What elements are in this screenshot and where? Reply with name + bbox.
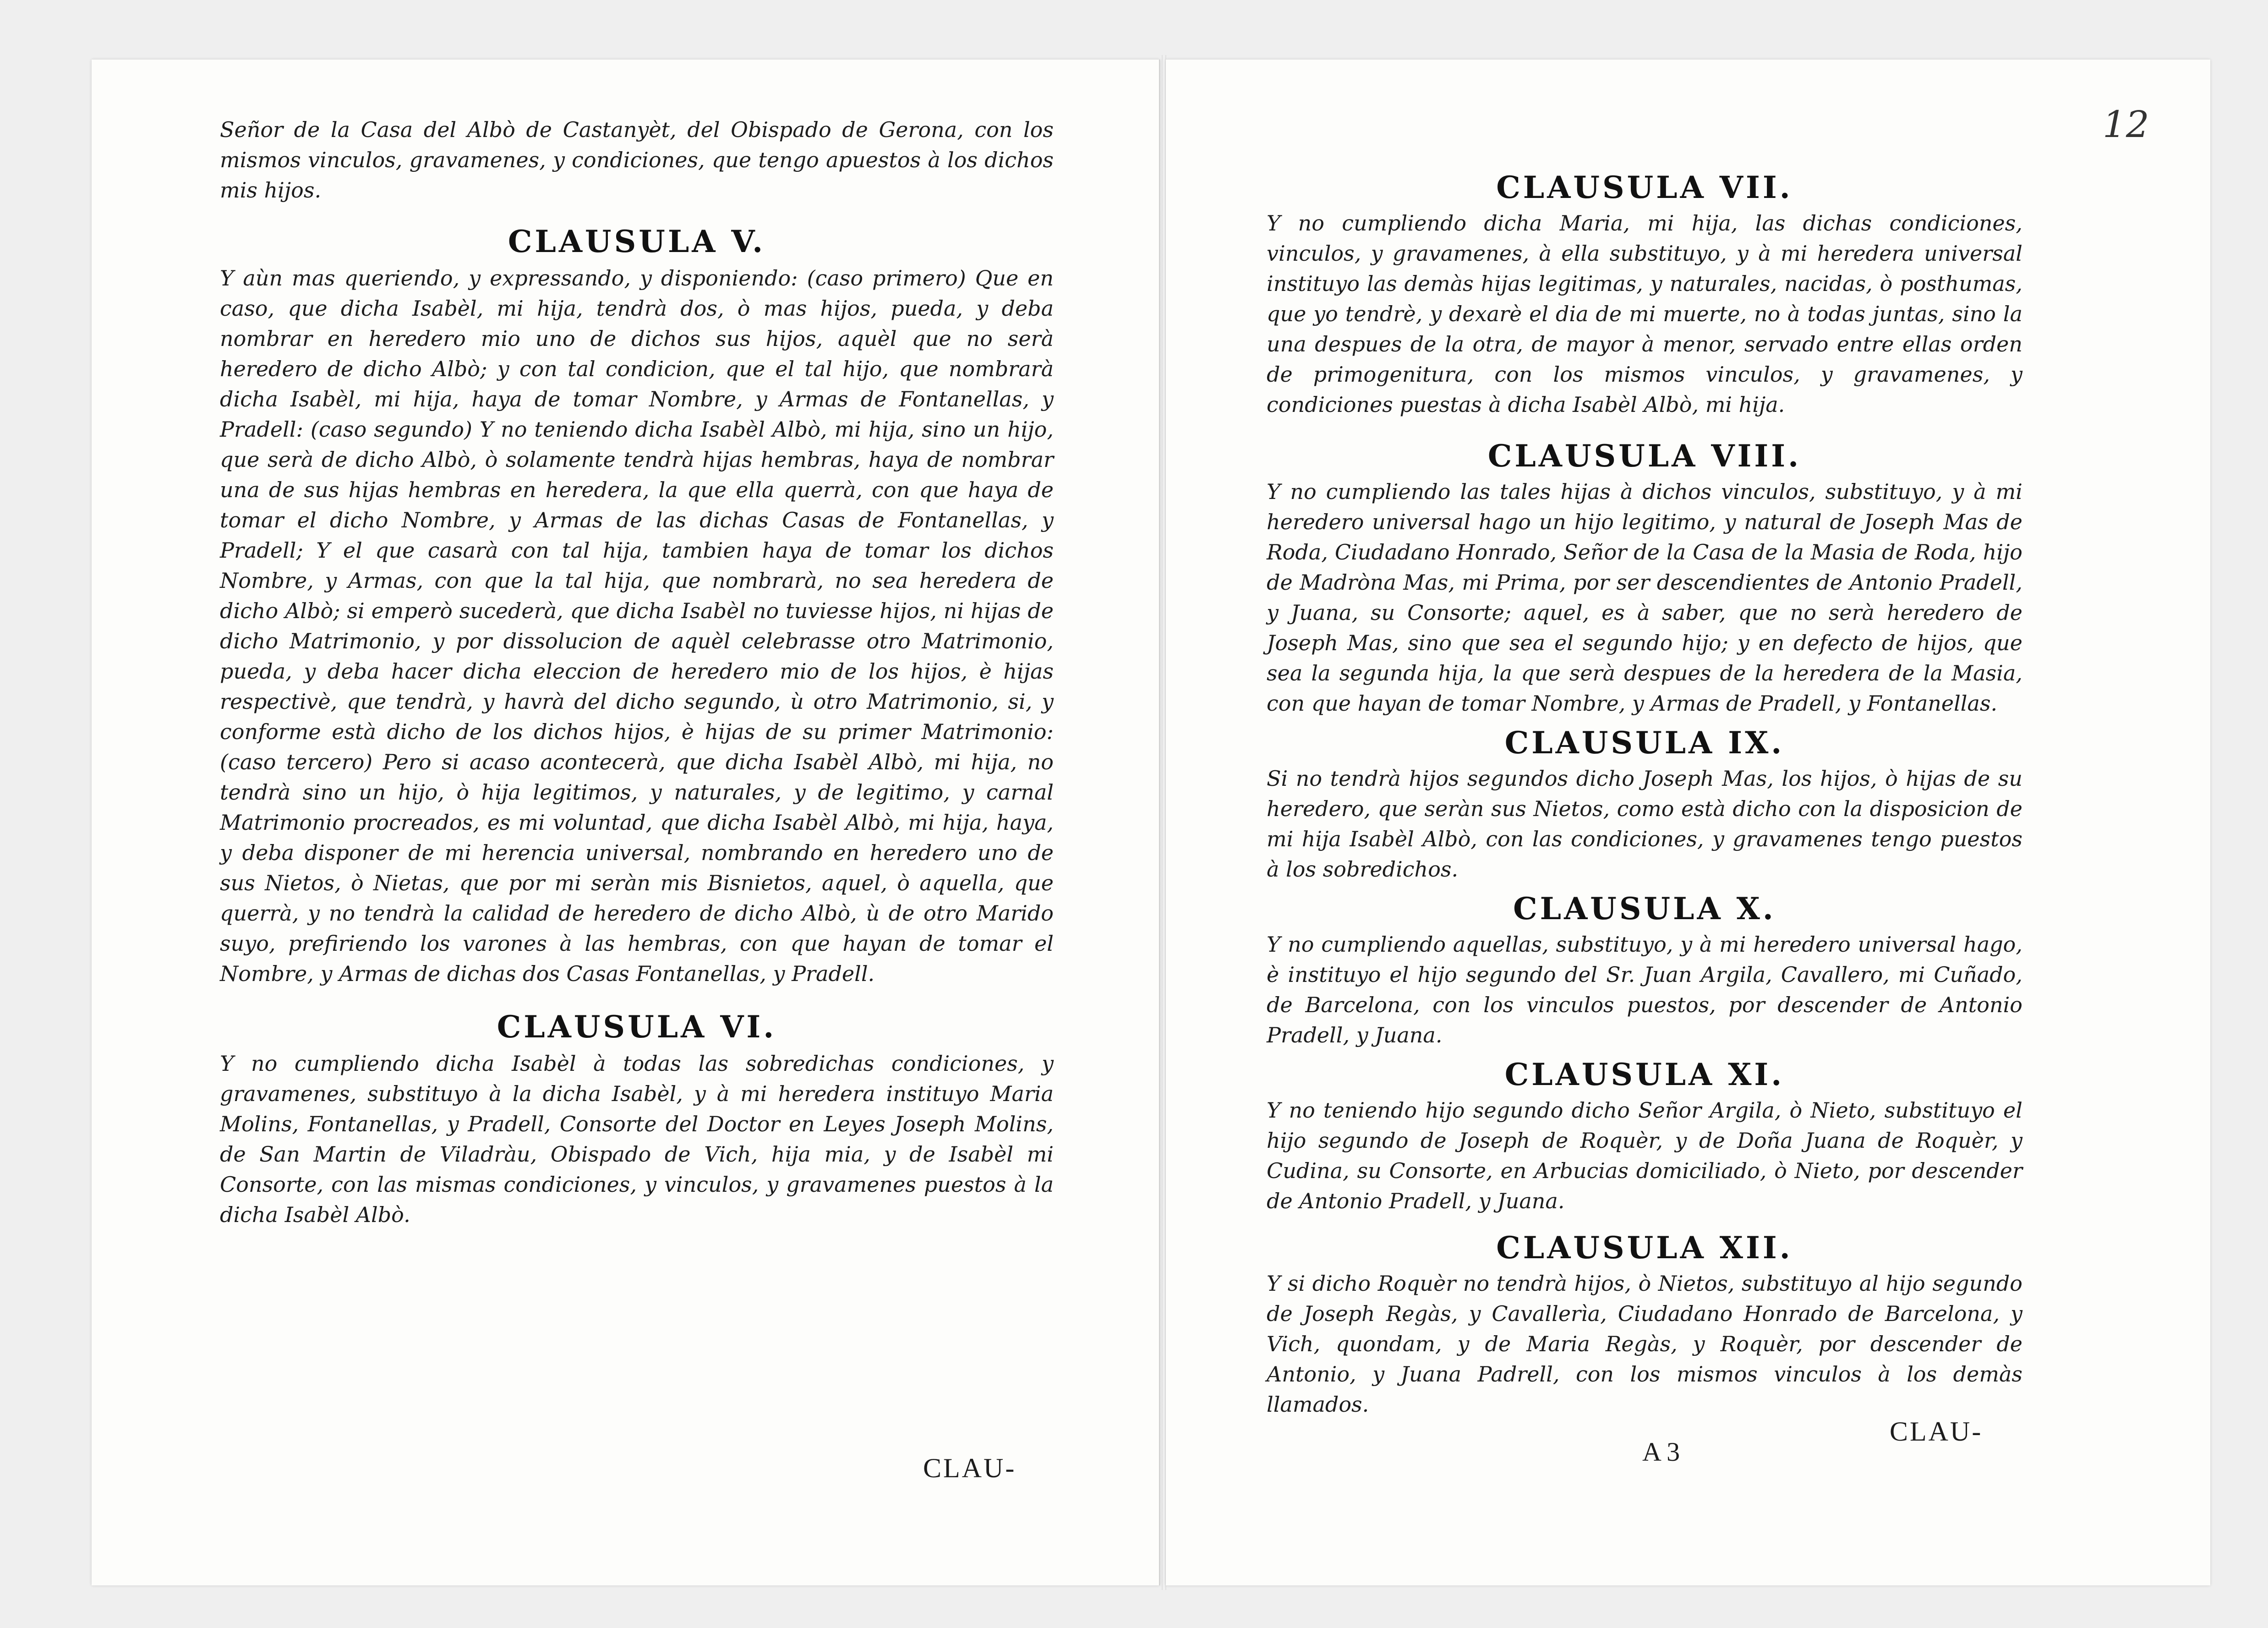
- clause-9-text: Si no tendrà hijos segundos dicho Joseph Mas, los hijos, ò hijas de su heredero, que seràn sus Nietos, como està dicho con la disposicion de mi hija Isabèl Albò, con las condiciones, y gravamenes tengo puestos à los sobredichos.: [1267, 766, 2022, 882]
- clause-5-text: Y aùn mas queriendo, y expressando, y disponiendo: (caso primero) Que en caso, que dicha Isabèl, mi hija, tendrà dos, ò mas hijos, pueda, y deba nombrar en heredero mio uno de dichos sus hijos, aquèl que no serà heredero de dicho Albò; y con tal condicion, que el tal hijo, que nombrarà dicha Isabèl, mi hija, haya de tomar Nombre, y Armas de Fontanellas, y Pradell: (caso segundo) Y no teniendo dicha Isabèl Albò, mi hija, sino un hijo, que serà de dicho Albò, ò solamente tendrà hijas hembras, haya de nombrar una de sus hijas hembras en heredera, la que ella querrà, con que haya de tomar el dicho Nombre, y Armas de las dichas Casas de Fontanellas, y Pradell; Y el que casarà con tal hija, tambien haya de tomar los dichos Nombre, y Armas, con que la tal hija, que nombrarà, no sea heredera de dicho Albò; si emperò sucederà, que dicha Isabèl no tuviesse hijos, ni hijas de dicho Matrimonio, y por dissolucion de aquèl celebrasse otro Matrimonio, pueda, y deba hacer dicha eleccion de heredero mio de los hijos, è hijas respectivè, que tendrà, y havrà del dicho segundo, ù otro Matrimonio, si, y conforme està dicho de los dichos hijos, è hijas de su primer Matrimonio: (caso tercero) Pero si acaso acontecerà, que dicha Isabèl Albò, mi hija, no tendrà sino un hijo, ò hija legitimos, y naturales, y de legitimo, y carnal Matrimonio procreados, es mi voluntad, que dicha Isabèl Albò, mi hija, haya, y deba disponer de mi herencia universal, nombrando en heredero uno de sus Nietos, ò Nietas, que por mi seràn mis Bisnietos, aquel, ò aquella, que querrà, y no tendrà la calidad de heredero de dicho Albò, ù de otro Marido suyo, prefiriendo los varones à las hembras, con que hayan de tomar el Nombre, y Armas de dichas dos Casas Fontanellas, y Pradell.: [220, 266, 1054, 986]
- clause-10-heading: CLAUSULA X.: [1513, 891, 1776, 926]
- clause-12-text: Y si dicho Roquèr no tendrà hijos, ò Nietos, substituyo al hijo segundo de Joseph Regàs, y Cavallerìa, Ciudadano Honrado de Barcelona, y Vich, quondam, y de Maria Regàs, y Roquèr, por descender de Antonio, y Juana Padrell, con los mismos vinculos à los demàs llamados.: [1267, 1271, 2022, 1417]
- signature-mark: A 3: [1642, 1437, 1680, 1467]
- clause-11-heading: CLAUSULA XI.: [1504, 1057, 1785, 1092]
- folio-number: 12: [2103, 103, 2149, 146]
- clause-5-heading: CLAUSULA V.: [508, 224, 766, 259]
- intro-paragraph: Señor de la Casa del Albò de Castanyèt, del Obispado de Gerona, con los mismos vinculos, gravamenes, y condiciones, que tengo apuestos à los dichos mis hijos.: [220, 117, 1054, 203]
- clause-6-text: Y no cumpliendo dicha Isabèl à todas las sobredichas condiciones, y gravamenes, substituyo à la dicha Isabèl, y à mi heredera instituyo Maria Molins, Fontanellas, y Pradell, Consorte del Doctor en Leyes Joseph Molins, de San Martin de Viladràu, Obispado de Vich, hija mia, y de Isabèl mi Consorte, con las mismas condiciones, y vinculos, y gravamenes puestos à la dicha Isabèl Albò.: [220, 1051, 1054, 1227]
- clause-10-text: Y no cumpliendo aquellas, substituyo, y à mi heredero universal hago, è instituyo el hijo segundo del Sr. Juan Argila, Cavallero, mi Cuñado, de Barcelona, con los vinculos puestos, por descender de Antonio Pradell, y Juana.: [1267, 932, 2022, 1047]
- clause-7-text: Y no cumpliendo dicha Maria, mi hija, las dichas condiciones, vinculos, y gravamenes, à ella substituyo, y à mi heredera universal instituyo las demàs hijas legitimas, y naturales, nacidas, ò posthumas, que yo tendrè, y dexarè el dia de mi muerte, no à todas juntas, sino la una despues de la otra, de mayor à menor, servado entre ellas orden de primogenitura, con los mismos vinculos, y gravamenes, y condiciones puestas à dicha Isabèl Albò, mi hija.: [1267, 211, 2022, 417]
- clause-6-heading: CLAUSULA VI.: [497, 1009, 777, 1045]
- clause-11-text: Y no teniendo hijo segundo dicho Señor Argila, ò Nieto, substituyo el hijo segundo de Joseph de Roquèr, y de Doña Juana de Roquèr, y Cudina, su Consorte, en Arbucias domiciliado, ò Nieto, por descender de Antonio Pradell, y Juana.: [1267, 1098, 2022, 1213]
- clause-12-heading: CLAUSULA XII.: [1496, 1230, 1793, 1266]
- clause-9-heading: CLAUSULA IX.: [1504, 725, 1785, 761]
- right-catchword: CLAU-: [1890, 1416, 1983, 1447]
- right-text-column: [1267, 170, 2022, 1420]
- clause-8-text: Y no cumpliendo las tales hijas à dichos vinculos, substituyo, y à mi heredero universal hago un hijo legitimo, y natural de Joseph Mas de Roda, Ciudadano Honrado, Señor de la Casa de la Masia de Roda, hijo de Madròna Mas, mi Prima, por ser descendientes de Antonio Pradell, y Juana, su Consorte; aquel, es à saber, que no serà heredero de Joseph Mas, sino que sea el segundo hijo; y en defecto de hijos, que sea la segunda hija, la que serà despues de la heredera de la Masia, con que hayan de tomar Nombre, y Armas de Pradell, y Fontanellas.: [1267, 479, 2022, 716]
- left-text-column: [220, 115, 1054, 1230]
- clause-8-heading: CLAUSULA VIII.: [1487, 438, 1802, 474]
- clause-7-heading: CLAUSULA VII.: [1496, 170, 1793, 205]
- left-catchword: CLAU-: [923, 1453, 1017, 1483]
